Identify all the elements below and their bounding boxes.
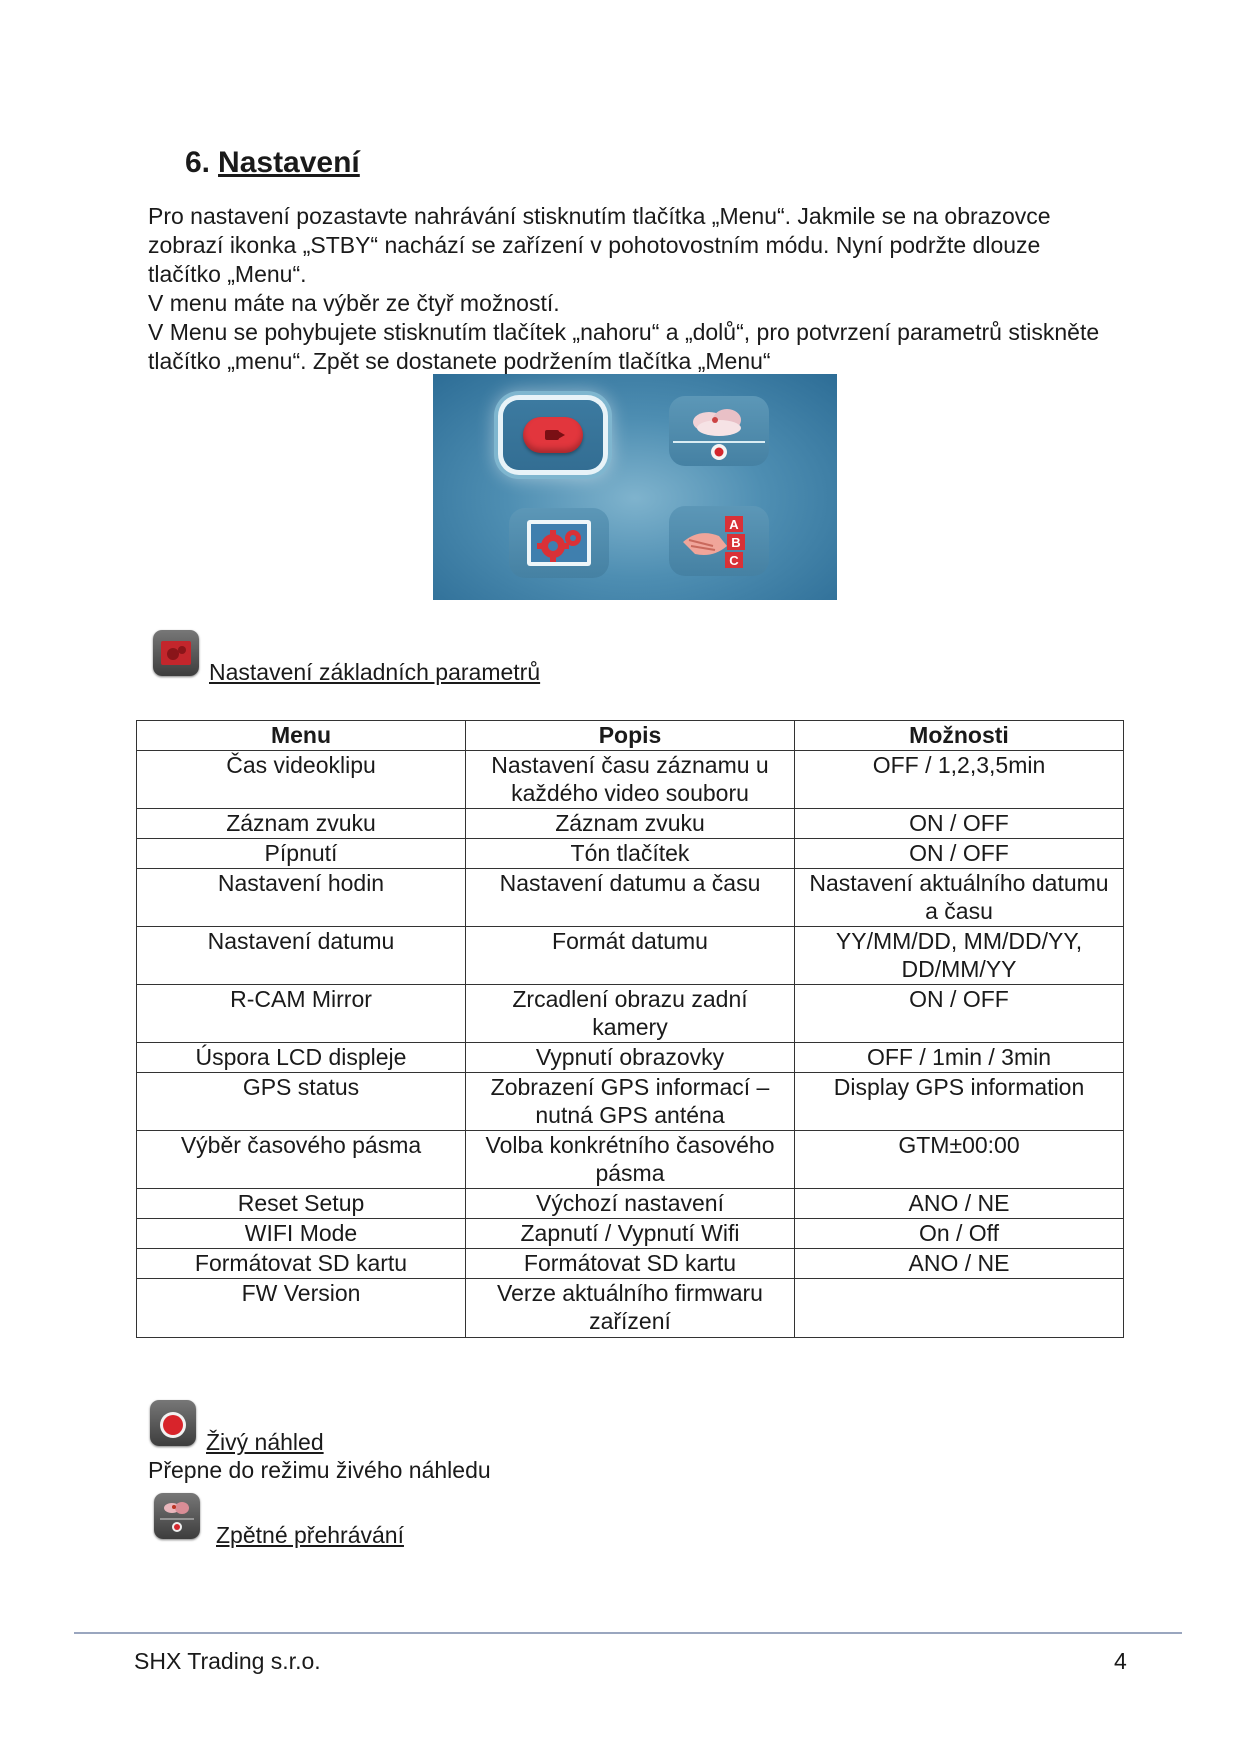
menu-cell: Čas videoklipu [137, 751, 466, 809]
options-cell: ON / OFF [795, 839, 1124, 869]
options-cell: ON / OFF [795, 809, 1124, 839]
record-icon [150, 1400, 196, 1446]
menu-cell: Záznam zvuku [137, 809, 466, 839]
table-row [137, 985, 1124, 1043]
menu-cell: Reset Setup [137, 1189, 466, 1219]
column-header: Možnosti [795, 721, 1124, 751]
options-cell: On / Off [795, 1219, 1124, 1249]
live-view-description: Přepne do režimu živého náhledu [148, 1457, 491, 1483]
intro-text [148, 202, 1108, 376]
abc-letter: B [731, 535, 741, 550]
menu-cell: Nastavení hodin [137, 869, 466, 927]
options-cell: Display GPS information [795, 1073, 1124, 1131]
table-row [137, 869, 1124, 927]
menu-cell: GPS status [137, 1073, 466, 1131]
menu-cell: R-CAM Mirror [137, 985, 466, 1043]
options-cell: Nastavení aktuálního datumu a času [795, 869, 1124, 927]
video-record-icon [503, 400, 603, 470]
footer-company: SHX Trading s.r.o. [134, 1648, 321, 1674]
abc-letter: A [729, 517, 739, 532]
description-cell: Vypnutí obrazovky [466, 1043, 795, 1073]
footer-divider [74, 1632, 1182, 1634]
description-cell: Zobrazení GPS informací – nutná GPS anténa [466, 1073, 795, 1131]
settings-gear-icon [509, 508, 609, 578]
description-cell: Záznam zvuku [466, 809, 795, 839]
table-row [137, 1249, 1124, 1279]
description-cell: Tón tlačítek [466, 839, 795, 869]
table-row [137, 1189, 1124, 1219]
description-cell: Výchozí nastavení [466, 1189, 795, 1219]
table-row [137, 1043, 1124, 1073]
section-title: Nastavení [218, 146, 360, 179]
options-cell: ANO / NE [795, 1249, 1124, 1279]
description-cell: Formát datumu [466, 927, 795, 985]
table-row [137, 1073, 1124, 1131]
description-cell: Volba konkrétního časového pásma [466, 1131, 795, 1189]
playback-heading [216, 1522, 404, 1549]
options-cell: OFF / 1,2,3,5min [795, 751, 1124, 809]
menu-cell: Nastavení datumu [137, 927, 466, 985]
table-row [137, 927, 1124, 985]
live-view-heading [206, 1429, 324, 1456]
section-heading [185, 146, 360, 180]
playback-label: Zpětné přehrávání [216, 1522, 404, 1548]
menu-cell: Úspora LCD displeje [137, 1043, 466, 1073]
language-abc-icon [669, 506, 769, 576]
basic-settings-label: Nastavení základních parametrů [209, 659, 541, 685]
table-row [137, 839, 1124, 869]
settings-table [136, 720, 1124, 1338]
options-cell: YY/MM/DD, MM/DD/YY, DD/MM/YY [795, 927, 1124, 985]
menu-screen-image [433, 374, 837, 600]
settings-gear-icon [153, 630, 199, 676]
column-header: Menu [137, 721, 466, 751]
table-row [137, 751, 1124, 809]
live-view-label: Živý náhled [206, 1429, 324, 1455]
options-cell: GTM±00:00 [795, 1131, 1124, 1189]
menu-cell: Pípnutí [137, 839, 466, 869]
description-cell: Verze aktuálního firmwaru zařízení [466, 1279, 795, 1338]
description-cell: Nastavení času záznamu u každého video souboru [466, 751, 795, 809]
table-header-row [137, 721, 1124, 751]
menu-cell: Formátovat SD kartu [137, 1249, 466, 1279]
section-number: 6. [185, 146, 211, 179]
options-cell: ON / OFF [795, 985, 1124, 1043]
playback-icon [669, 396, 769, 466]
table-row [137, 809, 1124, 839]
intro-paragraph: Pro nastavení pozastavte nahrávání stisknutím tlačítka „Menu“. Jakmile se na obrazovce zobrazí ikonka „STBY“ nachází se zařízení v pohotovostním módu. Nyní podržte dlouze tlačítko „Menu“. [148, 203, 1051, 287]
options-cell [795, 1279, 1124, 1338]
menu-cell: FW Version [137, 1279, 466, 1338]
options-cell: OFF / 1min / 3min [795, 1043, 1124, 1073]
abc-letter: C [729, 553, 739, 568]
menu-cell: WIFI Mode [137, 1219, 466, 1249]
intro-paragraph: V menu máte na výběr ze čtyř možností. [148, 290, 560, 316]
options-cell: ANO / NE [795, 1189, 1124, 1219]
intro-paragraph: V Menu se pohybujete stisknutím tlačítek „nahoru“ a „dolů“, pro potvrzení parametrů stiskněte tlačítko „menu“. Zpět se dostanete podržením tlačítka „Menu“ [148, 319, 1100, 374]
description-cell: Formátovat SD kartu [466, 1249, 795, 1279]
page-number: 4 [1114, 1648, 1127, 1674]
table-row [137, 1219, 1124, 1249]
description-cell: Zrcadlení obrazu zadní kamery [466, 985, 795, 1043]
column-header: Popis [466, 721, 795, 751]
basic-settings-heading [209, 659, 540, 686]
description-cell: Nastavení datumu a času [466, 869, 795, 927]
table-row [137, 1131, 1124, 1189]
menu-cell: Výběr časového pásma [137, 1131, 466, 1189]
description-cell: Zapnutí / Vypnutí Wifi [466, 1219, 795, 1249]
table-row [137, 1279, 1124, 1338]
playback-icon [154, 1493, 200, 1539]
